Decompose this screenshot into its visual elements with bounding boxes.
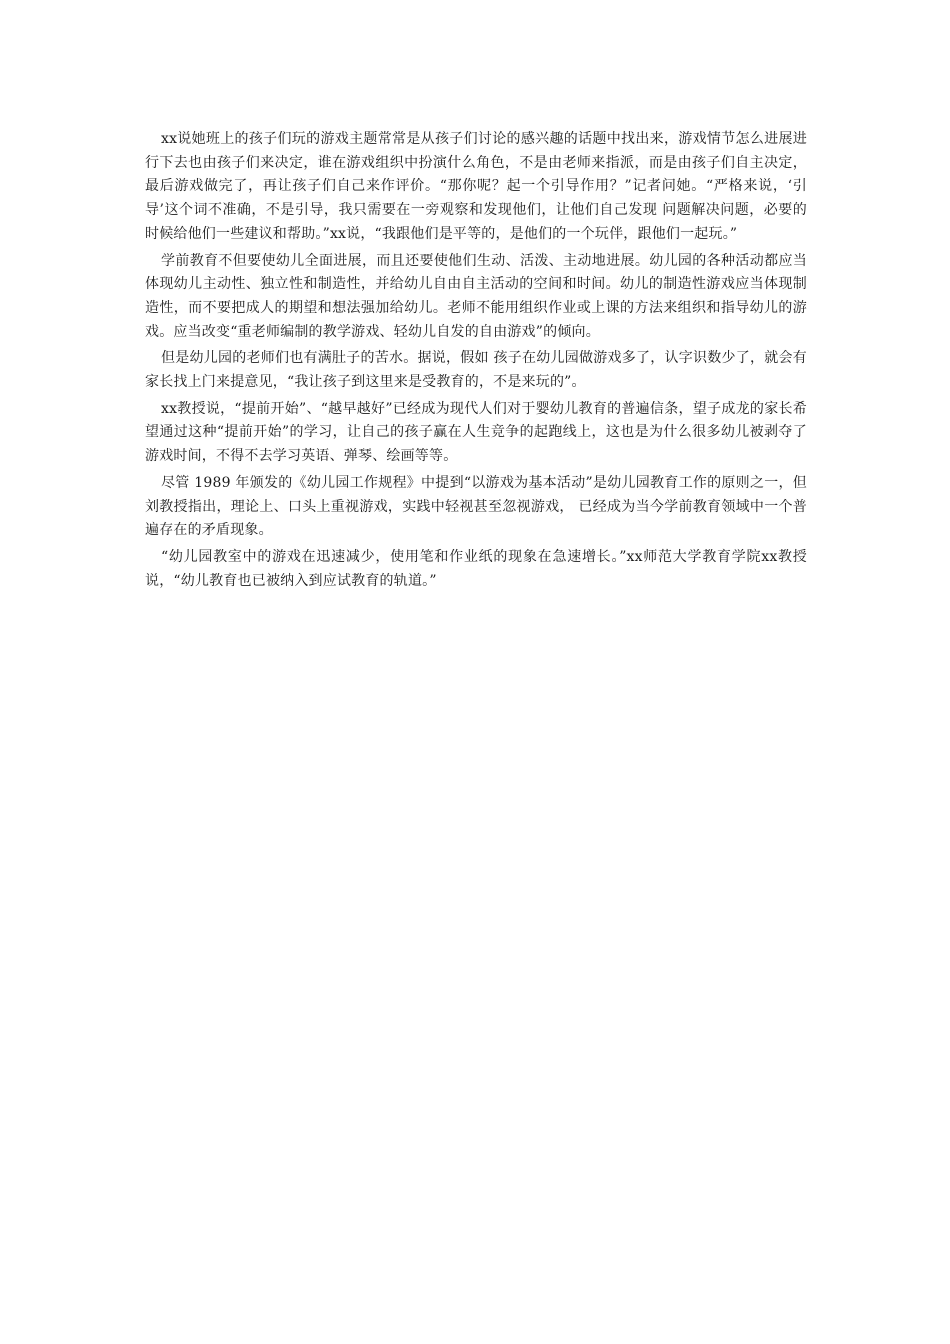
paragraph: 学前教育不但要使幼儿全面进展，而且还要使他们生动、活泼、主动地进展。幼儿园的各种活动都应当体现幼儿主动性、独立性和制造性，并给幼儿自由自主活动的空间和时间。幼儿的制造性游戏应当体现制造性，而不要把成人的期望和想法强加给幼儿。老师不能用组织作业或上课的方法来组织和指导幼儿的游戏。应当改变“重老师编制的教学游戏、轻幼儿自发的自由游戏”的倾向。 bbox=[145, 252, 807, 340]
paragraph: 但是幼儿园的老师们也有满肚子的苦水。据说，假如 孩子在幼儿园做游戏多了，认字识数少了，就会有家长找上门来提意见，“我让孩子到这里来是受教育的，不是来玩的”。 bbox=[145, 350, 807, 391]
paragraph: 尽管 1989 年颁发的《幼儿园工作规程》中提到“以游戏为基本活动”是幼儿园教育工作的原则之一，但刘教授指出，理论上、口头上重视游戏，实践中轻视甚至忽视游戏， 已经成为当今学前教育领域中一个普遍存在的矛盾现象。 bbox=[145, 474, 807, 539]
paragraph: xx说她班上的孩子们玩的游戏主题常常是从孩子们讨论的感兴趣的话题中找出来，游戏情节怎么进展进行下去也由孩子们来决定，谁在游戏组织中扮演什么角色，不是由老师来指派，而是由孩子们自主决定，最后游戏做完了，再让孩子们自己来作评价。“那你呢？起一个引导作用？”记者问她。“严格来说，‘引导’这个词不准确，不是引导，我只需要在一旁观察和发现他们，让他们自己发现 问题解决问题，必要的时候给他们一些建议和帮助。”xx说，“我跟他们是平等的，是他们的一个玩伴，跟他们一起玩。” bbox=[145, 131, 807, 242]
paragraph: xx教授说，“提前开始”、“越早越好”已经成为现代人们对于婴幼儿教育的普遍信条，望子成龙的家长希望通过这种“提前开始”的学习，让自己的孩子赢在人生竞争的起跑线上，这也是为什么很多幼儿被剥夺了游戏时间，不得不去学习英语、弹琴、绘画等等。 bbox=[145, 400, 807, 465]
document-page bbox=[145, 128, 807, 596]
paragraph: “幼儿园教室中的游戏在迅速减少，使用笔和作业纸的现象在急速增长。”xx师范大学教育学院xx教授说，“幼儿教育也已被纳入到应试教育的轨道。” bbox=[145, 548, 807, 589]
